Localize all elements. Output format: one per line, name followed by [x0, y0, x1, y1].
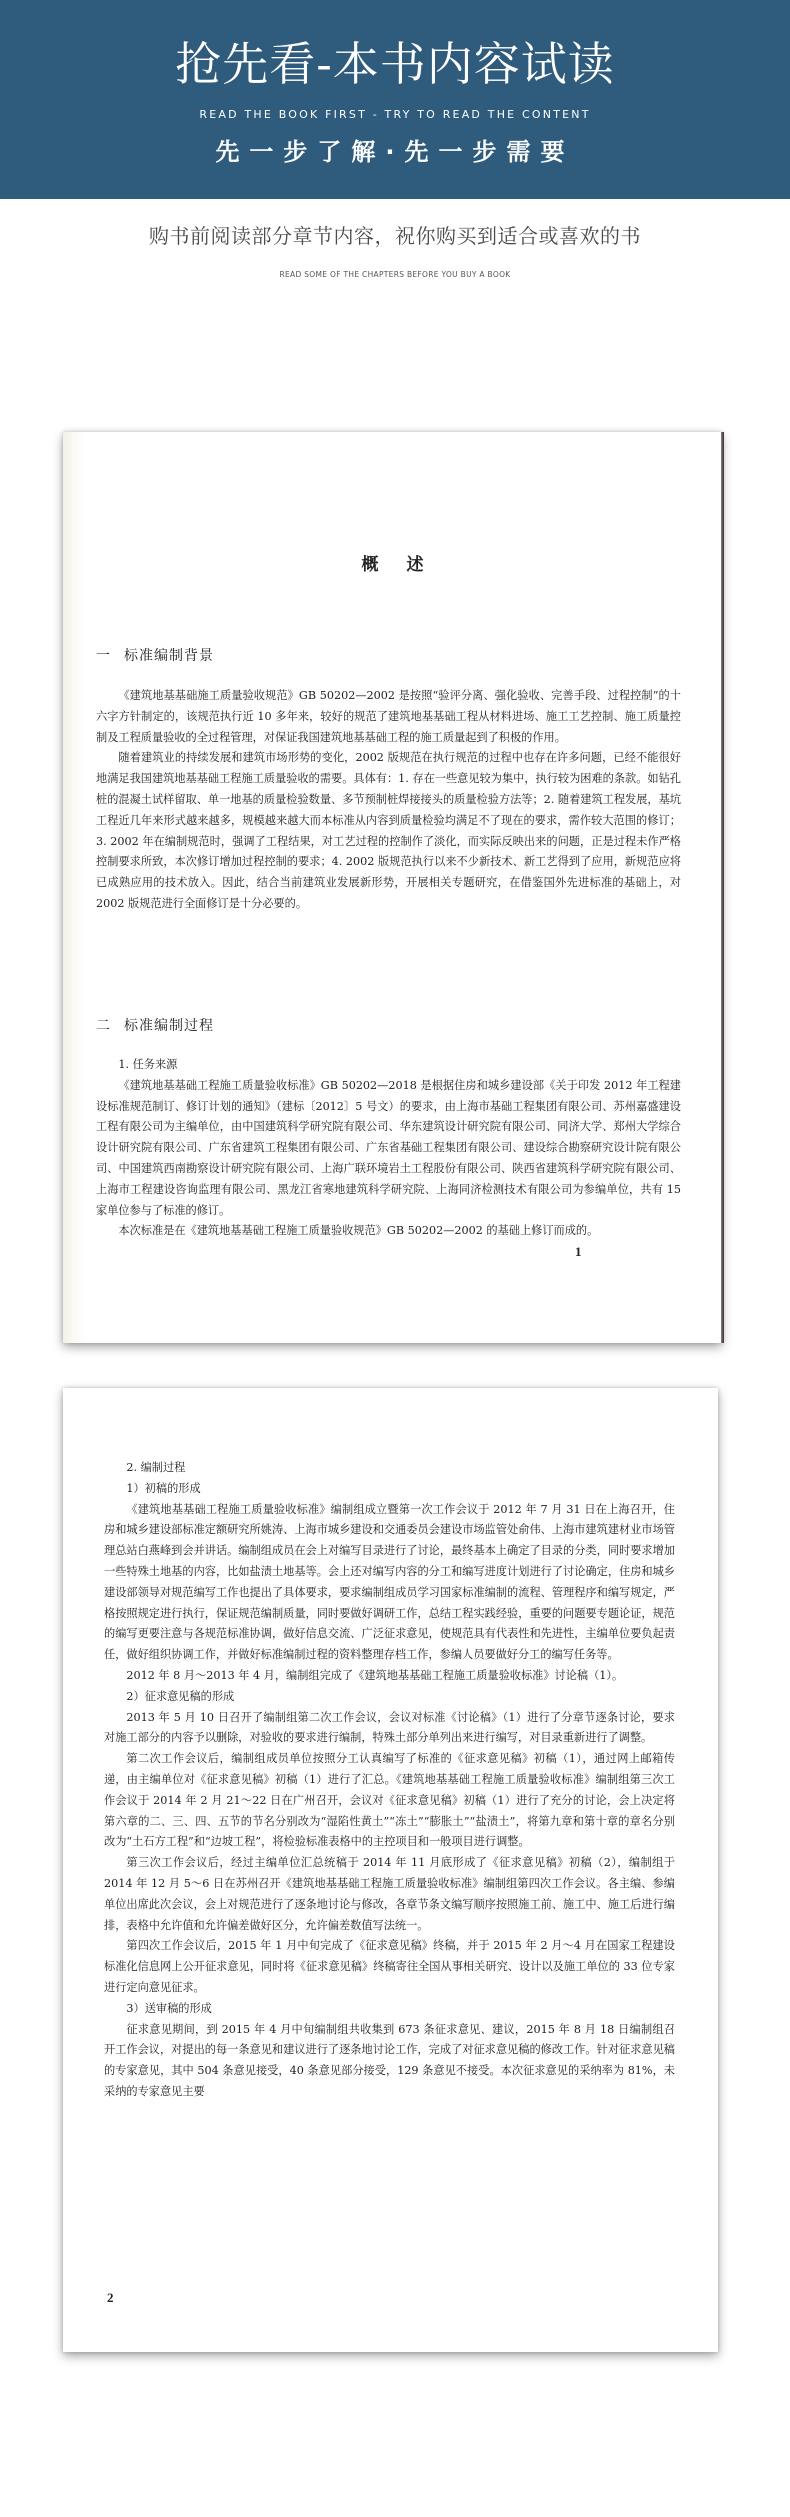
paragraph: 本次标准是在《建筑地基基础工程施工质量验收规范》GB 50202—2002 的基础上修订而成的。 [118, 1224, 599, 1238]
header-banner [0, 0, 790, 199]
page-title: 概述 [361, 555, 452, 575]
section-2 [96, 1016, 681, 1036]
section-number: 一 [96, 648, 111, 664]
paragraph: 第四次工作会议后，2015 年 1 月中旬完成了《征求意见稿》终稿，并于 2015 年 2 月～4 月在国家工程建设标准化信息网上公开征求意见，同时将《征求意见稿》终稿寄往全国从事相关研究、设计以及施工单位的 33 位专家进行定向意见征求。 [104, 1939, 675, 1994]
section-heading-text: 标准编制背景 [124, 648, 214, 664]
paragraph: 征求意见期间，到 2015 年 4 月中旬编制组共收集到 673 条征求意见、建议，2015 年 8 月 18 日编制组召开工作会议，对提出的每一条意见和建议进行了逐条地讨论工作，完成了对征求意见稿的修改工作。针对征求意见稿的专家意见，其中 504 条意见接受，40 条意见部分接受，129 条意见不接受。本次征求意见的采纳率为 81%，未采纳的专家意见主要 [104, 2022, 675, 2098]
paragraph: 第二次工作会议后，编制组成员单位按照分工认真编写了标准的《征求意见稿》初稿（1），通过网上邮箱传递，由主编单位对《征求意见稿》初稿（1）进行了汇总。《建筑地基基础工程施工质量验收标准》编制组第三次工作会议于 2014 年 2 月 21～22 日在广州召开，会议对《征求意见稿》初稿（1）进行了充分的讨论，会上决定将第六章的二、三、四、五节的节名分别改为“湿陷性黄土”“冻土”“膨胀土”“盐渍土”，将第九章和第十章的章名分别改为“土石方工程”和“边坡工程”，将检验标准表格中的主控项目和一般项目进行调整。 [104, 1752, 675, 1849]
paragraph: 随着建筑业的持续发展和建筑市场形势的变化，2002 版规范在执行规范的过程中也存在许多问题，已经不能很好地满足我国建筑地基基础工程施工质量验收的需要。具体有：1. 存在一些意见较为集中，执行较为困难的条款。如钻孔桩的混凝土试样留取、单一地基的质量检验数量、多节预制桩焊接接头的质量检验方法等；2. 随着建筑工程发展，基坑工程近几年来形式越来越多，规模越来越大而本标准从内容到质量检验均满足不了现在的要求，需作较大范围的修订；3. 2002 年在编制规范时，强调了工程结果，对工艺过程的控制作了淡化，而实际反映出来的问题，正是过程未作严格控制要求所致，本次修订增加过程控制的要求；4. 2002 版规范执行以来不少新技术、新工艺得到了应用，新规范应将已成熟应用的技术放入。因此，结合当前建筑业发展新形势，开展相关专题研究，在借鉴国外先进标准的基础上，对 2002 版规范进行全面修订是十分必要的。 [96, 751, 681, 910]
section-heading-text: 标准编制过程 [124, 1018, 214, 1034]
book-page-1 [63, 432, 722, 1343]
paragraph: 《建筑地基基础施工质量验收规范》GB 50202—2002 是按照“验评分离、强化验收、完善手段、过程控制”的十六字方针制定的，该规范执行近 10 多年来，较好的规范了建筑地基基础工程从材料进场、施工工艺控制、施工质量控制及工程质量验收的全过程管理，对保证我国建筑地基基础工程的施工质量起到了积极的作用。 [96, 689, 681, 744]
intro-text-en: READ SOME OF THE CHAPTERS BEFORE YOU BUY A BOOK [279, 270, 511, 279]
paragraph: 2012 年 8 月～2013 年 4 月，编制组完成了《建筑地基基础工程施工质量验收标准》讨论稿（1）。 [126, 1668, 624, 1682]
subheading: 2. 编制过程 [126, 1461, 186, 1474]
book-page-2 [63, 1388, 718, 2352]
section-2-body [96, 1055, 681, 1242]
item-heading: 2）征求意见稿的形成 [126, 1689, 235, 1703]
page-number: 1 [575, 1244, 582, 1259]
item-heading: 1）初稿的形成 [126, 1481, 201, 1495]
section-heading [96, 1016, 681, 1036]
paragraph: 2013 年 5 月 10 日召开了编制组第二次工作会议，会议对标准《讨论稿》（1）进行了分章节逐条讨论，要求对施工部分的内容予以删除，对验收的要求进行编制，特殊土部分单列出来进行编写，对目录重新进行了调整。 [104, 1710, 675, 1745]
section-1-body [96, 686, 681, 915]
paragraph: 第三次工作会议后，经过主编单位汇总统稿于 2014 年 11 月底形成了《征求意见稿》初稿（2），编制组于 2014 年 12 月 5～6 日在苏州召开《建筑地基基础工程施工质量验收标准》编制组第四次工作会议。各主编、参编单位出席此次会议，会上对规范进行了逐条地讨论与修改，各章节条文编写顺序按照施工前、施工中、施工后进行编排，表格中允许值和允许偏差做好区分，允许偏差数值写法统一。 [104, 1856, 675, 1932]
subheading: 1. 任务来源 [118, 1058, 178, 1071]
banner-title: 抢先看-本书内容试读 [175, 37, 615, 91]
section-1 [96, 646, 681, 666]
section-number: 二 [96, 1018, 111, 1034]
banner-subtitle-en: READ THE BOOK FIRST - TRY TO READ THE CONTENT [199, 108, 591, 121]
paragraph: 《建筑地基基础工程施工质量验收标准》编制组成立暨第一次工作会议于 2012 年 7 月 31 日在上海召开，住房和城乡建设部标准定额研究所姚涛、上海市城乡建设和交通委员会建设市场监管处俞伟、上海市建筑建材业市场管理总站白燕峰到会并讲话。编制组成员在会上对编写目录进行了讨论，最终基本上确定了目录的分类，同时要求增加一些特殊土地基的内容，比如盐渍土地基等。会上还对编写内容的分工和编写进度计划进行了讨论确定，住房和城乡建设部领导对规范编写工作也提出了具体要求，要求编制组成员学习国家标准编制的流程、管理程序和编写规定，严格按照规定进行执行，保证规范编制质量，同时要做好调研工作，总结工程实践经验，重要的问题要专题论证，规范的编写更要注意与各规范标准协调，做好信息交流、广泛征求意见，使规范具有代表性和先进性，主编单位要负起责任，做好组织协调工作，并做好标准编制过程的资料整理存档工作，参编人员要做好分工的编写任务等。 [104, 1502, 675, 1662]
section-heading [96, 646, 681, 666]
intro-text-cn: 购书前阅读部分章节内容，祝你购买到适合或喜欢的书 [149, 224, 641, 248]
page-2-body [104, 1458, 675, 2103]
paragraph: 《建筑地基基础工程施工质量验收标准》GB 50202—2018 是根据住房和城乡建设部《关于印发 2012 年工程建设标准规范制订、修订计划的通知》（建标〔2012〕5 号文）的要求，由上海市基础工程集团有限公司、苏州嘉盛建设工程有限公司为主编单位，由中国建筑科学研究院有限公司、华东建筑设计研究院有限公司、同济大学、郑州大学综合设计研究院有限公司、广东省建筑工程集团有限公司、广东省基础工程集团有限公司、建设综合勘察研究设计院有限公司、中国建筑西南勘察设计研究院有限公司、上海广联环境岩土工程股份有限公司、陕西省建筑科学研究院有限公司、上海市工程建设咨询监理有限公司、黑龙江省寒地建筑科学研究院、上海同济检测技术有限公司为参编单位，共有 15 家单位参与了标准的修订。 [96, 1078, 681, 1217]
item-heading: 3）送审稿的形成 [126, 2001, 212, 2015]
page-number: 2 [107, 2290, 114, 2305]
banner-subtitle-cn: 先一步了解·先一步需要 [215, 138, 575, 166]
